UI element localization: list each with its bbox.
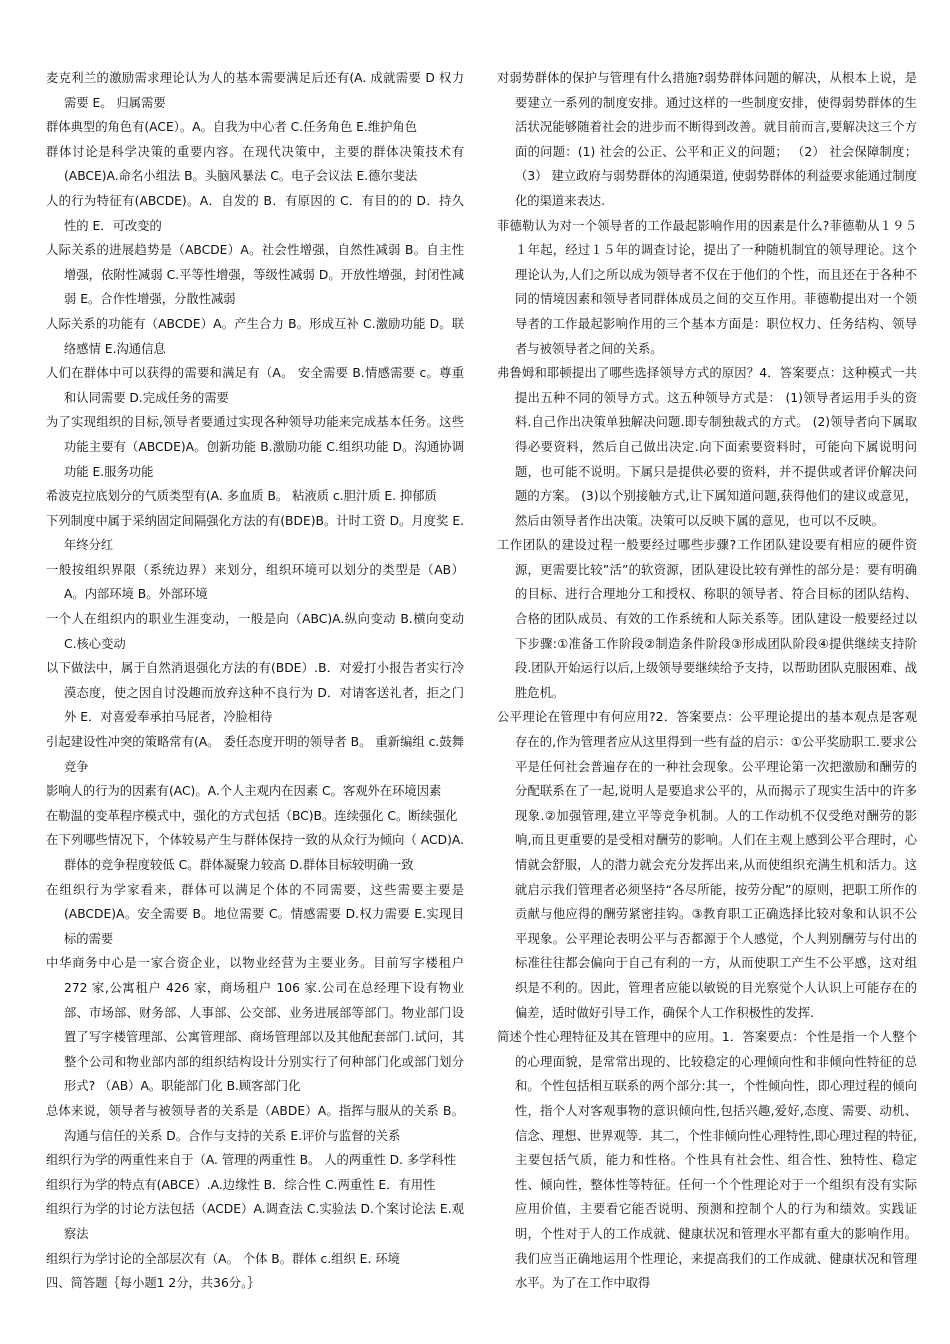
right-paragraph: 弗鲁姆和耶顿提出了哪些选择领导方式的原因？4．答案要点：这种模式一共提出五种不同的领导方式。这五种领导方式是： (1)领导者运用手头的资料.自己作出决策单独解决问题.即专制独裁式的方式。 (2)领导者向下属取得必要资料，然后自己做出决定.向下面索要资料时，可能向下属说明问题，也可能不说明。下属只是提供必要的资料，并不提供或者评价解决问题的方案。 (3)以个别接触方式,让下属知道问题,获得他们的建议或意见，然后由领导者作出决策。决策可以反映下属的意见，也可以不反映。 (497, 366, 917, 528)
left-paragraph: 引起建设性冲突的策略常有(A。 委任态度开明的领导者 B。 重新编组 c.鼓舞竞争 (46, 735, 464, 774)
left-paragraph: 群体讨论是科学决策的重要内容。在现代决策中，主要的群体决策技术有(ABCE)A.命名小组法 B。头脑风暴法 C。电子会议法 E.德尔斐法 (46, 144, 464, 184)
left-column (46, 66, 464, 1296)
left-paragraph: 组织行为学讨论的全部层次有（A。 个体 B。群体 c.组织 E. 环境 (46, 1251, 400, 1266)
left-paragraph: 影响人的行为的因素有(AC)。A.个人主观内在因素 C。客观外在环境因素 (46, 784, 442, 799)
left-paragraph: 四、简答题｛每小题1 2分，共36分。｝ (46, 1276, 260, 1291)
left-paragraph: 中华商务中心是一家合资企业，以物业经营为主要业务。目前写字楼租户 272 家,公寓租户 426 家，商场租户 106 家.公司在总经理下设有物业部、市场部、财务部、人事部、公交部、业务进展部等部门。物业部门设置了写字楼管理部、公寓管理部、商场管理部以及其他配套部门.试问，其整个公司和物业部内部的组织结构设计分别实行了何种部门化或部门划分形式? （AB）A。职能部门化 B.顾客部门化 (46, 956, 464, 1094)
left-paragraph: 麦克利兰的激励需求理论认为人的基本需要满足后还有(A. 成就需要 D 权力需要 E。 归属需要 (46, 71, 464, 110)
left-paragraph: 一般按组织界限（系统边界）来划分，组织环境可以划分的类型是（AB）A。内部环境 B。外部环境 (46, 562, 464, 602)
left-paragraph: 组织行为学的两重性来自于（A. 管理的两重性 B。 人的两重性 D. 多学科性 (46, 1153, 457, 1168)
left-paragraph: 人际关系的进展趋势是（ABCDE）A。社会性增强，自然性减弱 B。自主性增强，依附性减弱 C.平等性增强，等级性减弱 D。开放性增强，封闭性减弱 E。合作性增强，分散性减弱 (46, 243, 464, 307)
left-paragraph: 在组织行为学家看来，群体可以满足个体的不同需要，这些需要主要是(ABCDE)A。安全需要 B。地位需要 C。情感需要 D.权力需要 E.实现目标的需要 (46, 882, 464, 946)
left-paragraph: 人际关系的功能有（ABCDE）A。产生合力 B。形成互补 C.激励功能 D。联络感情 E.沟通信息 (46, 316, 464, 356)
right-paragraph: 简述个性心理特征及其在管理中的应用。1．答案要点：个性是指一个人整个的心理面貌，是常常出现的、比较稳定的心理倾向性和非倾向性特征的总和。个性包括相互联系的两个部分:其一，个性倾向性，即心理过程的倾向性，指个人对客观事物的意识倾向性,包括兴趣,爱好,态度、需要、动机、信念、理想、世界观等．其二，个性非倾向性心理特性,即心理过程的特征,主要包括气质，能力和性格。个性具有社会性、组合性、独特性、稳定性、倾向性，整体性等特征。任何一个个性理论对于一个组织有没有实际应用价值，主要看它能否说明、预测和控制个人的行为和绩效。实践证明，个性对于人的工作成就、健康状况和管理水平都有重大的影响作用。我们应当正确地运用个性理论，来提高我们的工作成就、健康状况和管理水平。为了在工作中取得 (497, 1030, 917, 1291)
right-paragraph: 工作团队的建设过程一般要经过哪些步骤?工作团队建设要有相应的硬件资源，更需要比较”活”的软资源，团队建设比较有弹性的部分是：要有明确的目标、进行合理地分工和授权、称职的领导者、符合目标的团队结构、合格的团队成员、有效的工作系统和人际关系等。团队建设一般要经过以下步骤:①准备工作阶段②制造条件阶段③形成团队阶段④提供继续支持阶段.团队开始运行以后,上级领导要继续给予支持，以帮助团队克服困难、战胜危机。 (497, 538, 917, 700)
left-paragraph: 组织行为学的讨论方法包括（ACDE）A.调查法 C.实验法 D.个案讨论法 E.观察法 (46, 1202, 464, 1241)
left-paragraph: 在勒温的变革程序模式中，强化的方式包括（BC)B。连续强化 C。断续强化 (46, 808, 458, 823)
left-paragraph: 希波克拉底划分的气质类型有(A. 多血质 B。 粘液质 c.胆汁质 E. 抑郁质 (46, 489, 437, 504)
left-paragraph: 在下列哪些情况下，个体较易产生与群体保持一致的从众行为倾向（ ACD)A.群体的竞争程度较低 C。群体凝聚力较高 D.群体目标较明确一致 (46, 833, 464, 872)
left-paragraph: 人的行为特征有(ABCDE)。A．自发的 B．有原因的 C．有目的的 D．持久性的 E．可改变的 (46, 193, 464, 233)
left-paragraph: 一个人在组织内的职业生涯变动，一般是向（ABC)A.纵向变动 B.横向变动 C.核心变动 (46, 612, 464, 651)
right-column (497, 66, 917, 1296)
left-paragraph: 组织行为学的特点有(ABCE）.A.边缘性 B．综合性 C.两重性 E．有用性 (46, 1177, 436, 1192)
left-paragraph: 以下做法中，属于自然消退强化方法的有(BDE）.B．对爱打小报告者实行冷漠态度，使之因自讨没趣而放弃这种不良行为 D．对请客送礼者，拒之门外 E．对喜爱奉承拍马屁者，冷脸相待 (46, 661, 464, 725)
right-paragraph: 对弱势群体的保护与管理有什么措施?弱势群体问题的解决，从根本上说，是要建立一系列的制度安排。通过这样的一些制度安排，使得弱势群体的生活状况能够随着社会的进步而不断得到改善。就目前而言,要解决这三个方面的问题：(1) 社会的公正、公平和正义的问题； （2） 社会保障制度； （3） 建立政府与弱势群体的沟通渠道, 使弱势群体的利益要求能通过制度化的渠道来表达. (497, 71, 917, 208)
left-paragraph: 总体来说，领导者与被领导者的关系是（ABDE）A。指挥与服从的关系 B。沟通与信任的关系 D。合作与支持的关系 E.评价与监督的关系 (46, 1103, 464, 1143)
right-paragraph: 公平理论在管理中有何应用?2．答案要点：公平理论提出的基本观点是客观存在的,作为管理者应从这里得到一些有益的启示：①公平奖励职工.要求公平是任何社会普遍存在的一种社会现象。公平理论第一次把激励和酬劳的分配联系在了一起,说明人是要追求公平的，从而揭示了现实生活中的许多现象.②加强管理,建立平等竞争机制。人的工作动机不仅受绝对酬劳的影响,而且更重要的是受相对酬劳的影响。人们在主观上感到公平合理时，心情就会舒服，人的潜力就会充分发挥出来,从而使组织充满生机和活力。这就启示我们管理者必须坚持“各尽所能，按劳分配”的原则，把职工所作的贡献与他应得的酬劳紧密挂钩。③教育职工正确选择比较对象和认识不公平现象。公平理论表明公平与否都源于个人感觉，个人判别酬劳与付出的标准往往都会偏向于自己有利的一方，从而使职工产生不公平感，这对组织是不利的。因此，管理者应能以敏锐的目光察觉个人认识上可能存在的偏差，适时做好引导工作，确保个人工作积极性的发挥. (497, 710, 917, 1020)
left-paragraph: 下列制度中属于采纳固定间隔强化方法的有(BDE)B。计时工资 D。月度奖 E.年终分红 (46, 513, 464, 553)
left-paragraph: 人们在群体中可以获得的需要和满足有（A。 安全需要 B.情感需要 c。尊重和认同需要 D.完成任务的需要 (46, 366, 464, 405)
right-paragraph: 菲德勒认为对一个领导者的工作最起影响作用的因素是什么?菲德勒从１９５１年起，经过１５年的调查讨论，提出了一种随机制宜的领导理论。这个理论认为,人们之所以成为领导者不仅在于他们的个性，而且还在于各种不同的情境因素和领导者同群体成员之间的交互作用。菲德勒提出对一个领导者的工作最起影响作用的三个基本方面是：职位权力、任务结构、领导者与被领导者之间的关系。 (497, 218, 917, 356)
left-paragraph: 为了实现组织的目标,领导者要通过实现各种领导功能来完成基本任务。这些功能主要有（ABCDE)A。创新功能 B.激励功能 C.组织功能 D。沟通协调功能 E.服务功能 (46, 415, 464, 479)
left-paragraph: 群体典型的角色有(ACE）。A。自我为中心者 C.任务角色 E.维护角色 (46, 120, 418, 135)
